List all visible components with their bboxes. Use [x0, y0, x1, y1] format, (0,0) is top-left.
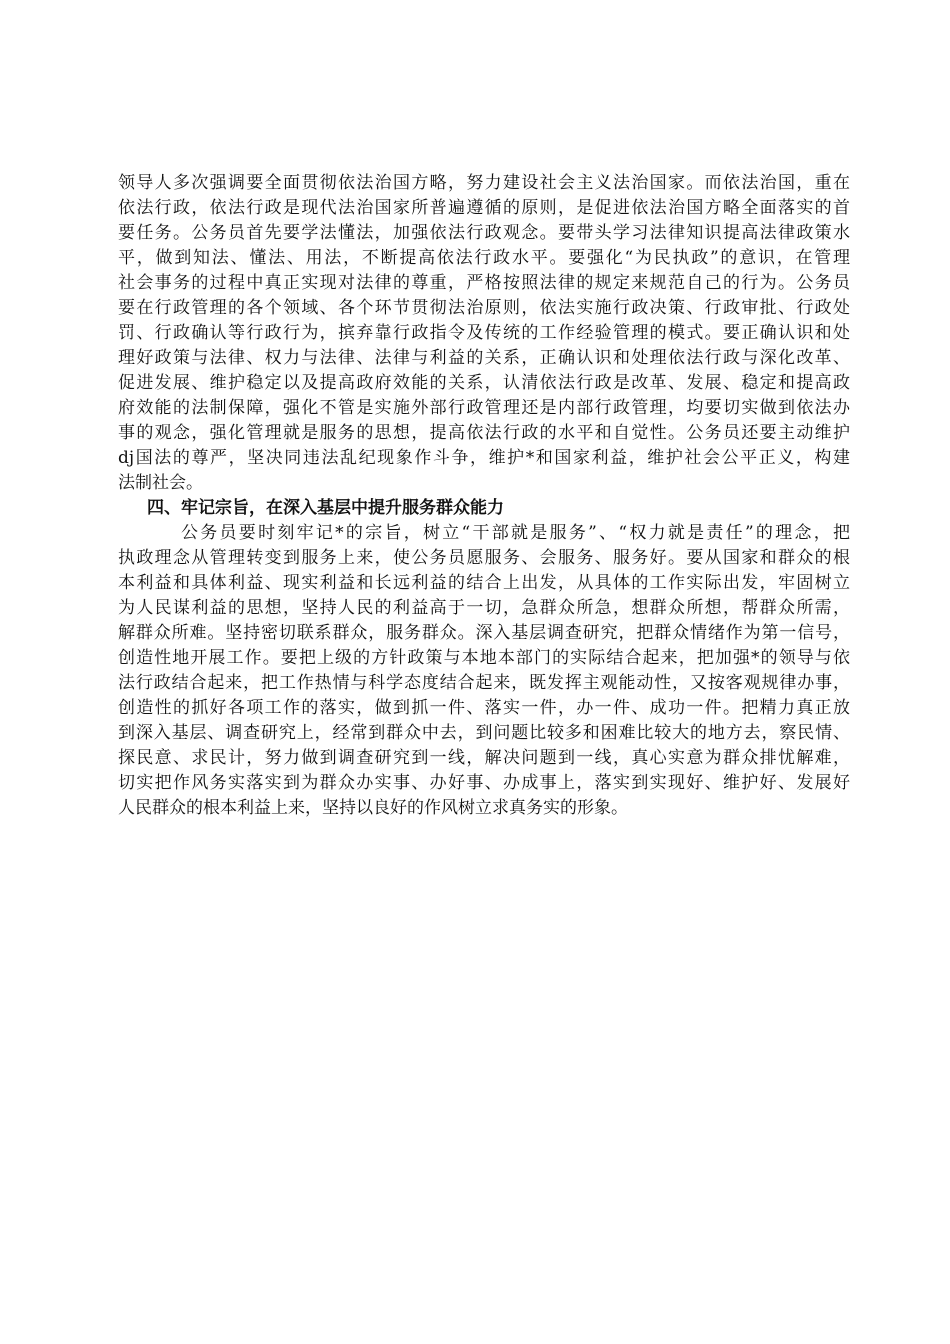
text-line: 领导人多次强调要全面贯彻依法治国方略，努力建设社会主义法治国家。而依法治国，重在	[118, 173, 850, 193]
text-line: 社会事务的过程中真正实现对法律的尊重，严格按照法律的规定来规范自己的行为。公务员	[118, 273, 850, 293]
text-line: 罚、行政确认等行政行为，摈弃靠行政指令及传统的工作经验管理的模式。要正确认识和处	[118, 323, 850, 343]
text-line: 理好政策与法律、权力与法律、法律与利益的关系，正确认识和处理依法行政与深化改革、	[118, 348, 850, 368]
text-line: 切实把作风务实落实到为群众办实事、办好事、办成事上，落实到实现好、维护好、发展好	[118, 773, 850, 793]
section-heading: 四、牢记宗旨，在深入基层中提升服务群众能力	[147, 498, 504, 518]
text-line: 法制社会。	[118, 473, 203, 493]
text-line: 公务员要时刻牢记*的宗旨，树立“干部就是服务”、“权力就是责任”的理念，把	[181, 523, 850, 543]
text-line: 府效能的法制保障，强化不管是实施外部行政管理还是内部行政管理，均要切实做到依法办	[118, 398, 850, 418]
text-line: 解群众所难。坚持密切联系群众，服务群众。深入基层调查研究，把群众情绪作为第一信号，	[118, 623, 850, 643]
text-line: dj国法的尊严，坚决同违法乱纪现象作斗争，维护*和国家利益，维护社会公平正义，构建	[118, 448, 850, 468]
text-line: 促进发展、维护稳定以及提高政府效能的关系，认清依法行政是改革、发展、稳定和提高政	[118, 373, 850, 393]
text-line: 要在行政管理的各个领域、各个环节贯彻法治原则，依法实施行政决策、行政审批、行政处	[118, 298, 850, 318]
text-line: 平，做到知法、懂法、用法，不断提高依法行政水平。要强化“为民执政”的意识，在管理	[118, 248, 850, 268]
text-line: 创造性的抓好各项工作的落实，做到抓一件、落实一件，办一件、成功一件。把精力真正放	[118, 698, 850, 718]
text-line: 事的观念，强化管理就是服务的思想，提高依法行政的水平和自觉性。公务员还要主动维护	[118, 423, 850, 443]
paragraph-rule-of-law	[118, 171, 850, 496]
text-line: 本利益和具体利益、现实利益和长远利益的结合上出发，从具体的工作实际出发，牢固树立	[118, 573, 850, 593]
document-body	[118, 171, 850, 821]
text-line: 要任务。公务员首先要学法懂法，加强依法行政观念。要带头学习法律知识提高法律政策水	[118, 223, 850, 243]
text-line: 法行政结合起来，把工作热情与科学态度结合起来，既发挥主观能动性，又按客观规律办事，	[118, 673, 850, 693]
text-line: 为人民谋利益的思想，坚持人民的利益高于一切，急群众所急，想群众所想，帮群众所需，	[118, 598, 850, 618]
text-line: 到深入基层、调查研究上，经常到群众中去，到问题比较多和困难比较大的地方去，察民情、	[118, 723, 850, 743]
text-line: 依法行政，依法行政是现代法治国家所普遍遵循的原则，是促进依法治国方略全面落实的首	[118, 198, 850, 218]
text-line: 创造性地开展工作。要把上级的方针政策与本地本部门的实际结合起来，把加强*的领导与依	[118, 648, 850, 668]
paragraph-serve-the-people	[118, 521, 850, 821]
text-line: 探民意、求民计，努力做到调查研究到一线，解决问题到一线，真心实意为群众排忧解难，	[118, 748, 850, 768]
text-line: 人民群众的根本利益上来，坚持以良好的作风树立求真务实的形象。	[118, 798, 628, 818]
text-line: 执政理念从管理转变到服务上来，使公务员愿服务、会服务、服务好。要从国家和群众的根	[118, 548, 850, 568]
